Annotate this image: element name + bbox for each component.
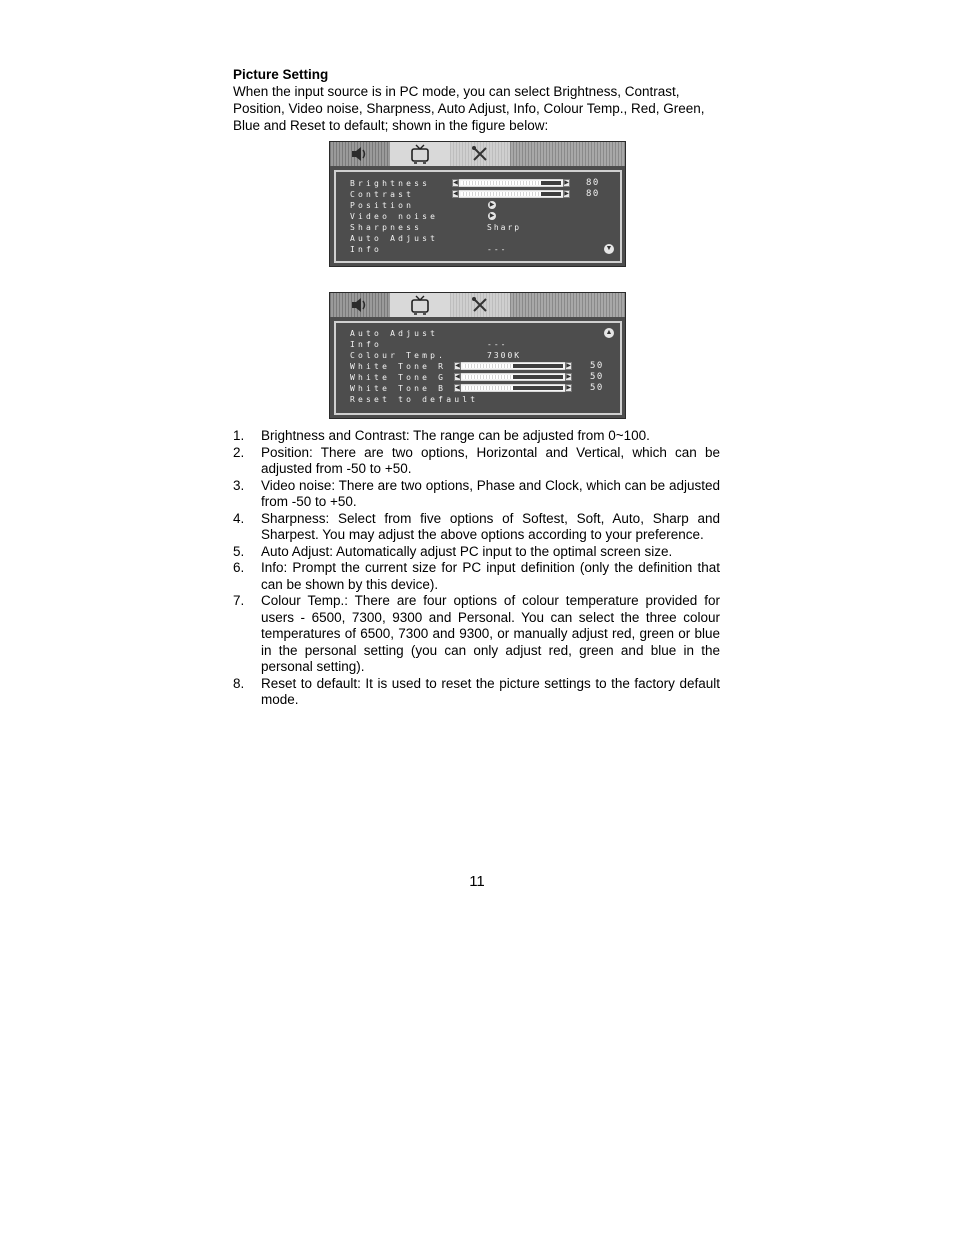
menu-label: White Tone B [350, 384, 447, 393]
brightness-slider [452, 179, 570, 187]
menu-label: Colour Temp. [350, 351, 447, 360]
tab-picture [390, 142, 450, 166]
menu-label: Sharpness [350, 223, 423, 232]
white-tone-g-slider [454, 373, 572, 381]
menu-label: Contrast [350, 190, 415, 199]
list-item: 1. Brightness and Contrast: The range can be adjusted from 0~100. [233, 428, 650, 443]
menu-row-white-tone-b [336, 383, 620, 394]
tab-audio [330, 293, 390, 317]
slider-fill [463, 375, 513, 379]
osd-menu-screenshot-1 [329, 141, 626, 267]
menu-value: 80 [586, 178, 600, 188]
list-item: 6. Info: Prompt the current size for PC input definition (only the definition that can be shown by this device). [233, 560, 720, 592]
slider-right-arrow-icon: ▶ [566, 363, 571, 369]
list-item: 2. Position: There are two options, Horizontal and Vertical, which can be adjusted from -50 to +50. [233, 444, 720, 476]
menu-value: 50 [590, 383, 604, 393]
tools-icon [471, 296, 489, 314]
enter-arrow-icon: ▶ [489, 202, 495, 208]
osd-menu-list [334, 170, 622, 263]
menu-label: Video noise [350, 212, 439, 221]
menu-value: 50 [590, 372, 604, 382]
menu-row-reset-to-default [336, 394, 620, 405]
numbered-list [233, 428, 720, 709]
slider-right-arrow-icon: ▶ [566, 374, 571, 380]
menu-label: Auto Adjust [350, 234, 439, 243]
menu-row-position [336, 200, 620, 211]
tools-icon [471, 145, 489, 163]
menu-row-info [336, 339, 620, 350]
tab-setup [450, 142, 510, 166]
menu-label: White Tone G [350, 373, 447, 382]
menu-label: Info [350, 340, 383, 349]
menu-row-sharpness [336, 222, 620, 233]
speaker-icon [349, 146, 371, 162]
menu-row-info [336, 244, 620, 255]
menu-label: Info [350, 245, 383, 254]
menu-row-auto-adjust [336, 328, 620, 339]
menu-setting: Sharp [487, 223, 522, 232]
slider-left-arrow-icon: ◀ [455, 374, 460, 380]
slider-fill [463, 364, 513, 368]
slider-fill [461, 181, 541, 185]
menu-label: White Tone R [350, 362, 447, 371]
slider-left-arrow-icon: ◀ [453, 180, 458, 186]
osd-tab-bar [330, 142, 625, 166]
menu-label: Reset to default [350, 395, 479, 404]
slider-left-arrow-icon: ◀ [455, 363, 460, 369]
list-item: 8. Reset to default: It is used to reset the picture settings to the factory default mode. [233, 675, 720, 707]
scroll-down-icon: ▼ [605, 245, 613, 252]
menu-label: Brightness [350, 179, 431, 188]
intro-paragraph: When the input source is in PC mode, you can select Brightness, Contrast, Position, Video noise, Sharpness, Auto Adjust, Info, Colour Temp., Red, Green, Blue and Reset to default; shown in the figure below: [233, 84, 705, 133]
scroll-up-icon: ▲ [605, 329, 613, 336]
slider-left-arrow-icon: ◀ [455, 385, 460, 391]
list-item: 7. Colour Temp.: There are four options of colour temperature provided for users - 6500, 7300, 9300 and Personal. You can select the three colour temperatures of 6500, 7300 and 9300, or manually adjust red, green or blue in the personal setting (you can only adjust red, green and blue in the personal setting). [233, 593, 720, 674]
slider-left-arrow-icon: ◀ [453, 191, 458, 197]
tab-setup [450, 293, 510, 317]
menu-setting: 7300K [487, 351, 522, 360]
tv-icon [410, 144, 430, 164]
speaker-icon [349, 297, 371, 313]
slider-right-arrow-icon: ▶ [566, 385, 571, 391]
menu-row-video-noise [336, 211, 620, 222]
menu-setting: --- [487, 245, 508, 254]
slider-right-arrow-icon: ▶ [564, 180, 569, 186]
white-tone-b-slider [454, 384, 572, 392]
osd-tab-bar [330, 293, 625, 317]
tv-icon [410, 295, 430, 315]
tab-picture [390, 293, 450, 317]
list-item: 3. Video noise: There are two options, Phase and Clock, which can be adjusted from -50 to +50. [233, 477, 720, 509]
menu-row-brightness [336, 178, 620, 189]
osd-menu-list [334, 321, 622, 415]
menu-row-white-tone-g [336, 372, 620, 383]
white-tone-r-slider [454, 362, 572, 370]
menu-label: Auto Adjust [350, 329, 439, 338]
menu-setting: --- [487, 340, 508, 349]
slider-right-arrow-icon: ▶ [564, 191, 569, 197]
tab-audio [330, 142, 390, 166]
osd-menu-screenshot-2 [329, 292, 626, 419]
enter-arrow-icon: ▶ [489, 213, 495, 219]
list-item: 5. Auto Adjust: Automatically adjust PC input to the optimal screen size. [233, 543, 673, 559]
contrast-slider [452, 190, 570, 198]
section-heading: Picture Setting [233, 67, 329, 82]
menu-row-contrast [336, 189, 620, 200]
menu-value: 80 [586, 189, 600, 199]
menu-row-auto-adjust [336, 233, 620, 244]
menu-row-colour-temp [336, 350, 620, 361]
slider-fill [463, 386, 513, 390]
list-item: 4. Sharpness: Select from five options of Softest, Soft, Auto, Sharp and Sharpest. You may adjust the above options according to your preference. [233, 510, 720, 542]
menu-row-white-tone-r [336, 361, 620, 372]
menu-value: 50 [590, 361, 604, 371]
menu-label: Position [350, 201, 415, 210]
slider-fill [461, 192, 541, 196]
page-number: 11 [469, 873, 485, 890]
